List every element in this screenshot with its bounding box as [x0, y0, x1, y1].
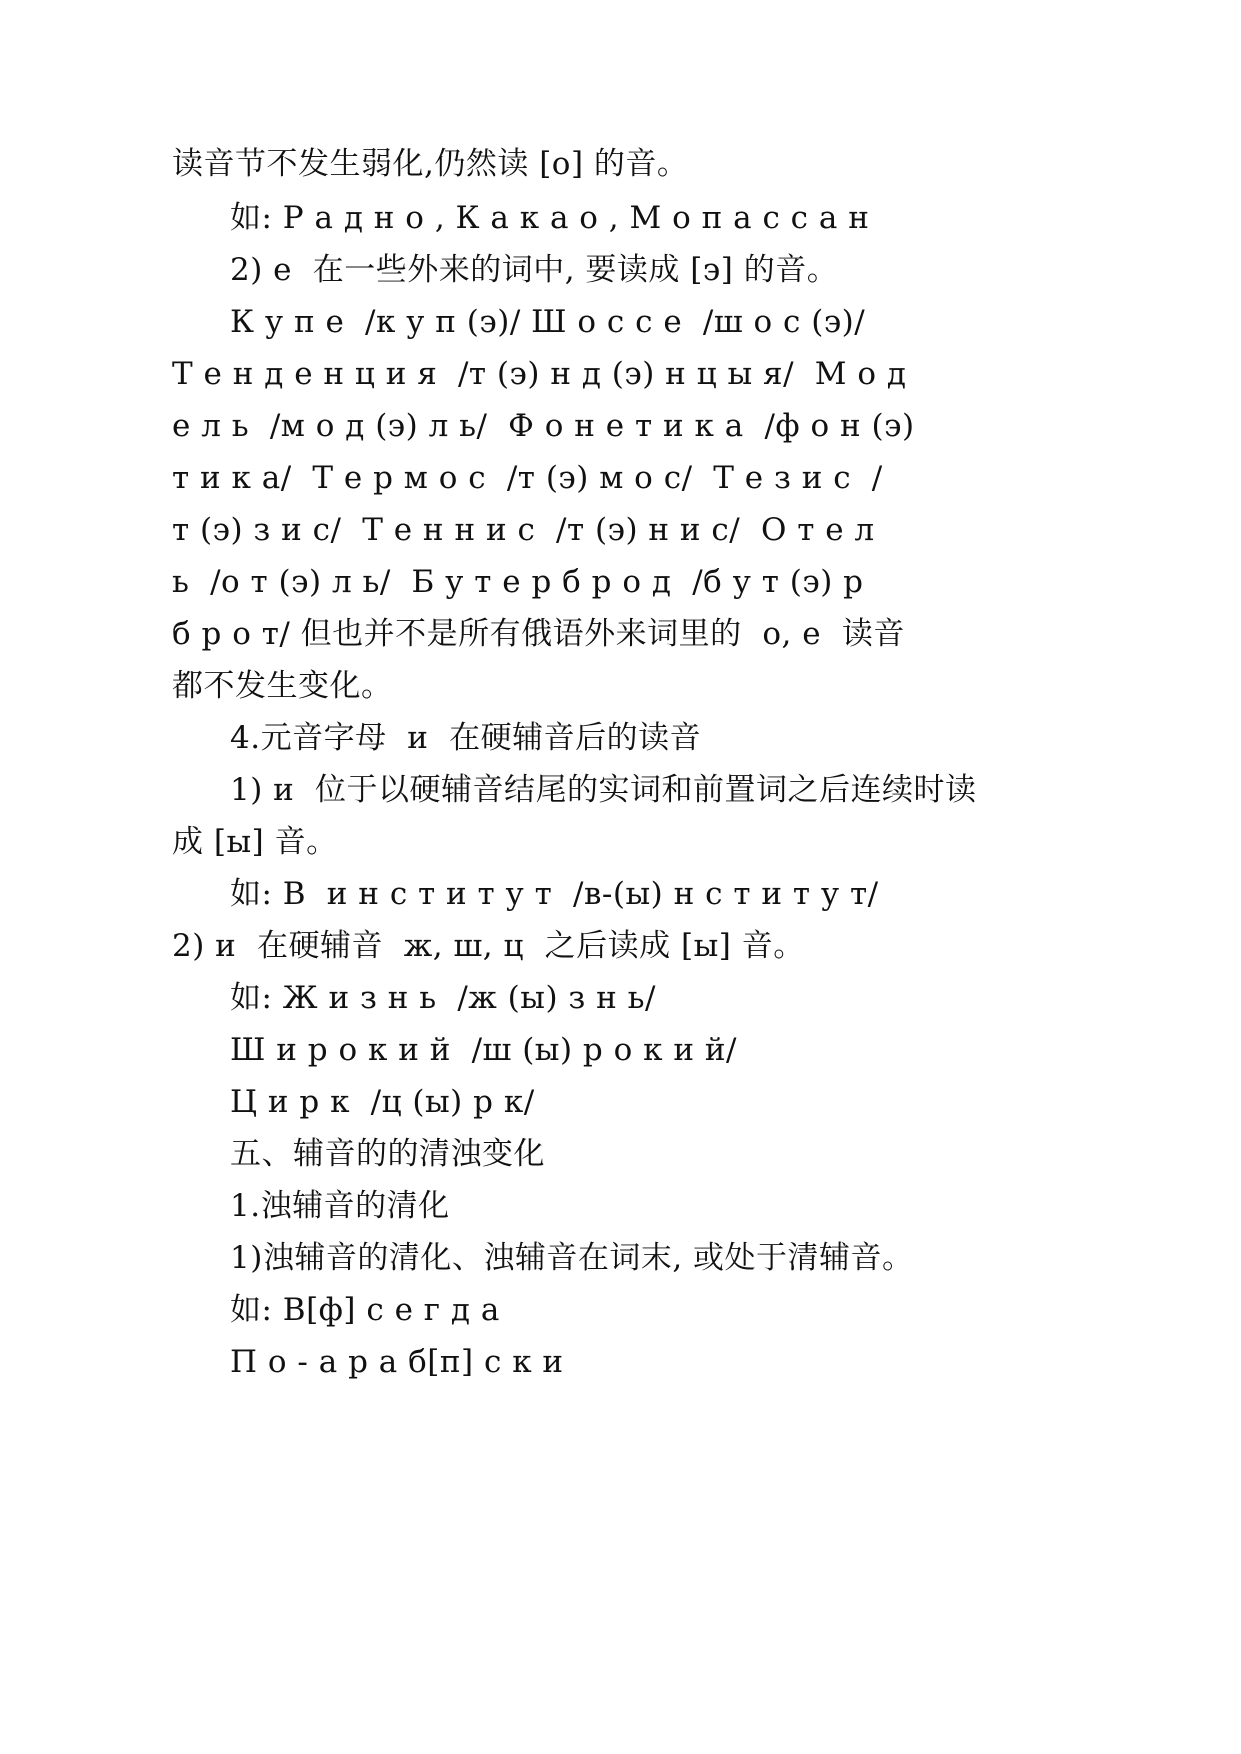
text-line: 成 [ы] 音。	[172, 824, 338, 860]
text-line: 如: Р а д н о , К а к а о , М о п а с с а н	[230, 200, 870, 236]
text-line: б р о т/ 但也并不是所有俄语外来词里的 о, е 读音	[172, 616, 905, 652]
text-line: П о - а р а б[п] с к и	[230, 1344, 564, 1380]
text-line: 1)浊辅音的清化、浊辅音在词末, 或处于清辅音。	[230, 1240, 914, 1276]
text-line: 读音节不发生弱化,仍然读 [о] 的音。	[172, 146, 689, 182]
text-line: е л ь /м о д (э) л ь/ Ф о н е т и к а /ф о н (э)	[172, 408, 915, 444]
subsection-heading: 1.浊辅音的清化	[230, 1188, 450, 1224]
text-line: Ц и р к /ц (ы) р к/	[230, 1084, 535, 1120]
text-line: 如: В и н с т и т у т /в-(ы) н с т и т у т/	[230, 876, 879, 912]
text-line: т и к а/ Т е р м о с /т (э) м о с/ Т е з и с /	[172, 460, 883, 496]
section-heading: 4.元音字母 и 在硬辅音后的读音	[230, 720, 702, 756]
text-line: К у п е /к у п (э)/ Ш о с с е /ш о с (э)/	[230, 304, 866, 340]
text-line: ь /о т (э) л ь/ Б у т е р б р о д /б у т (э) р	[172, 564, 864, 600]
section-heading: 五、辅音的的清浊变化	[230, 1136, 545, 1172]
text-line: Ш и р о к и й /ш (ы) р о к и й/	[230, 1032, 737, 1068]
text-line: т (э) з и с/ Т е н н и с /т (э) н и с/ О т е л	[172, 512, 875, 548]
text-line: 1) и 位于以硬辅音结尾的实词和前置词之后连续时读	[230, 772, 977, 808]
text-line: 2) е 在一些外来的词中, 要读成 [э] 的音。	[230, 252, 839, 288]
text-line: 如: В[ф] с е г д а	[230, 1292, 500, 1328]
text-line: 都不发生变化。	[172, 668, 393, 704]
text-line: Т е н д е н ц и я /т (э) н д (э) н ц ы я/ М о д	[172, 356, 907, 392]
text-line: 2) и 在硬辅音 ж, ш, ц 之后读成 [ы] 音。	[172, 928, 805, 964]
text-line: 如: Ж и з н ь /ж (ы) з н ь/	[230, 980, 656, 1016]
